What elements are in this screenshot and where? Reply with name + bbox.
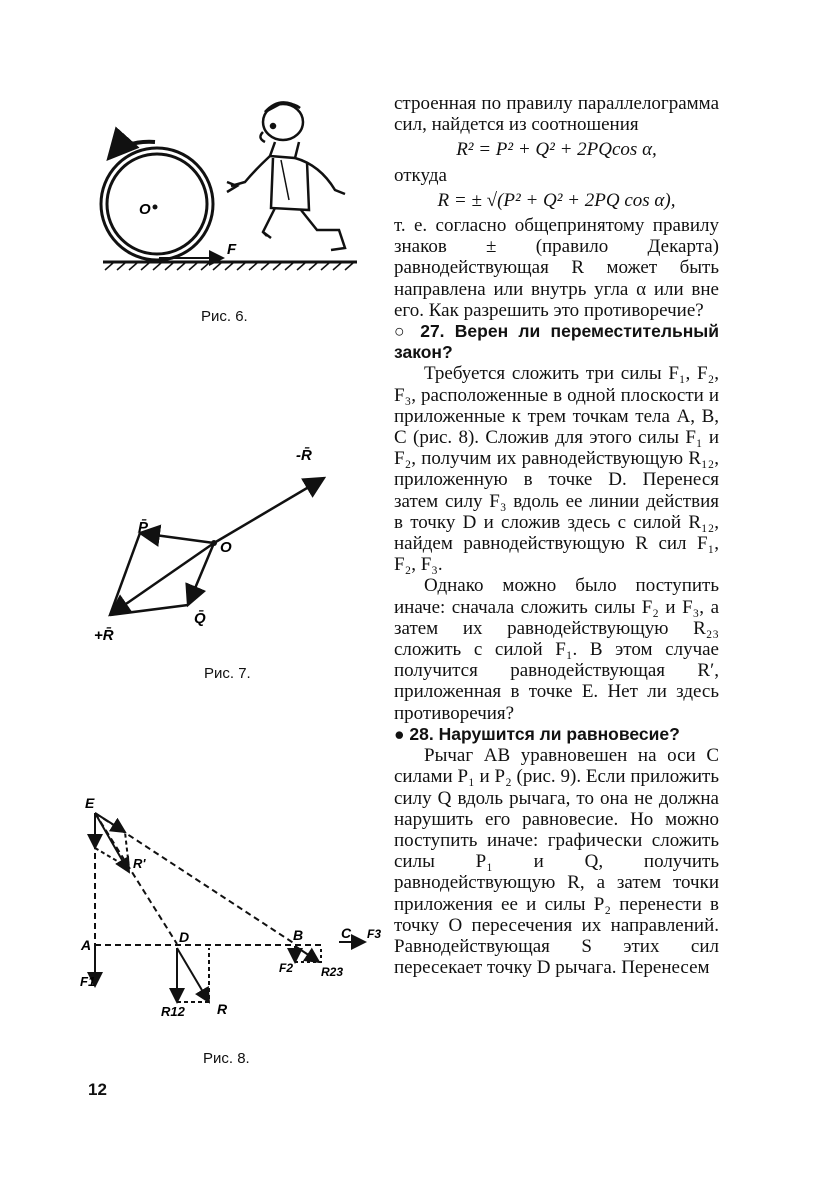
- vector-e-rprime: [95, 813, 129, 872]
- label-p: P̄: [138, 519, 149, 536]
- arrow-minus-r: [214, 478, 324, 543]
- figure-6-caption: Рис. 6.: [201, 308, 248, 325]
- label-r12: R12: [161, 1004, 185, 1019]
- label-f2: F2: [279, 961, 294, 975]
- word-whence: откуда: [394, 164, 447, 186]
- label-force: F: [227, 241, 237, 258]
- label-f1: F1: [80, 974, 96, 989]
- heading-28: ● 28. Нарушится ли равновесие?: [394, 723, 680, 744]
- label-c: C: [341, 925, 352, 941]
- label-e: E: [85, 795, 95, 811]
- label-plus-r: +R̄: [94, 627, 114, 644]
- paragraph-1: строенная по правилу параллелограмма сил, найдется из соотношения: [394, 93, 719, 136]
- figure-7-caption: Рис. 7.: [204, 665, 251, 682]
- wheel-inner: [107, 154, 207, 254]
- figure-8: [75, 790, 395, 1030]
- formula-1: R² = P² + Q² + 2PQcos α,: [456, 139, 657, 161]
- dash-e-b: [95, 813, 295, 944]
- page-number: 12: [88, 1080, 107, 1099]
- heading-27: ○ 27. Верен ли переместительный закон?: [394, 321, 719, 363]
- text-column: [394, 93, 719, 978]
- label-o: O: [220, 539, 232, 556]
- wheel-center: [153, 205, 158, 210]
- force-r23: [295, 946, 319, 962]
- label-f3: F3: [367, 927, 382, 941]
- label-minus-r: -R̄: [296, 447, 312, 464]
- label-r: R: [217, 1001, 228, 1017]
- parallelogram-side-1: [110, 533, 140, 615]
- point-o: [211, 540, 217, 546]
- label-r23: R23: [321, 965, 344, 979]
- wheel-outer: [101, 148, 213, 260]
- paragraph-2: т. е. согласно общепринятому правилу знаков ± (правило Декарта) равнодействующая R может быть направлена или внутрь угла α или вне его. Как разрешить это противоречие?: [394, 215, 719, 321]
- cartoon-man-illustration: [227, 102, 345, 250]
- paragraph-3: Требуется сложить три силы F₁, F₂, F₃, расположенные в одной плоскости и приложенные к трем точкам тела A, B, C (рис. 8). Сложив для этого силы F₁ и F₂, получим их равнодействующую R₁₂, приложенную в точке D. Перенеся затем силу F₃ вдоль ее линии действия в точку D и сложив здесь с силой R₁₂, найдем равнодействующую R сил F₁, F₂, F₃.: [394, 363, 719, 576]
- paragraph-4: Однако можно было поступить иначе: сначала сложить силы F₂ и F₃, а затем их равнодействующую R₂₃ сложить с силой F₁. В этом случае получится равнодействующая R′, приложенная в точке E. Нет ли здесь противоречия?: [394, 575, 719, 724]
- force-r: [177, 948, 209, 1002]
- figure-8-caption: Рис. 8.: [203, 1050, 250, 1067]
- formula-2: R = ± √(P² + Q² + 2PQ cos α),: [437, 189, 676, 211]
- label-q: Q̄: [194, 610, 206, 627]
- label-rprime: R': [133, 856, 146, 871]
- label-b: B: [293, 927, 304, 943]
- figure-7: [90, 440, 350, 660]
- label-d: D: [179, 929, 190, 945]
- arrow-p: [140, 533, 214, 543]
- label-a: A: [81, 937, 92, 953]
- figure-6: [95, 90, 365, 300]
- paragraph-5: Рычаг AB уравновешен на оси C силами P₁ и P₂ (рис. 9). Если приложить силу Q вдоль рычага, то она не должна нарушить его равновесие. Но можно поступить иначе: графически сложить силы P₁ и Q, получить равнодействующую R, а затем точки приложения ее и силы P₂ перенести в точку O пересечения их направлений. Равнодействующая S этих сил пересекает точку D рычага. Перенесем: [394, 745, 719, 979]
- label-center: O: [139, 201, 151, 218]
- ground-hatch: [105, 263, 353, 270]
